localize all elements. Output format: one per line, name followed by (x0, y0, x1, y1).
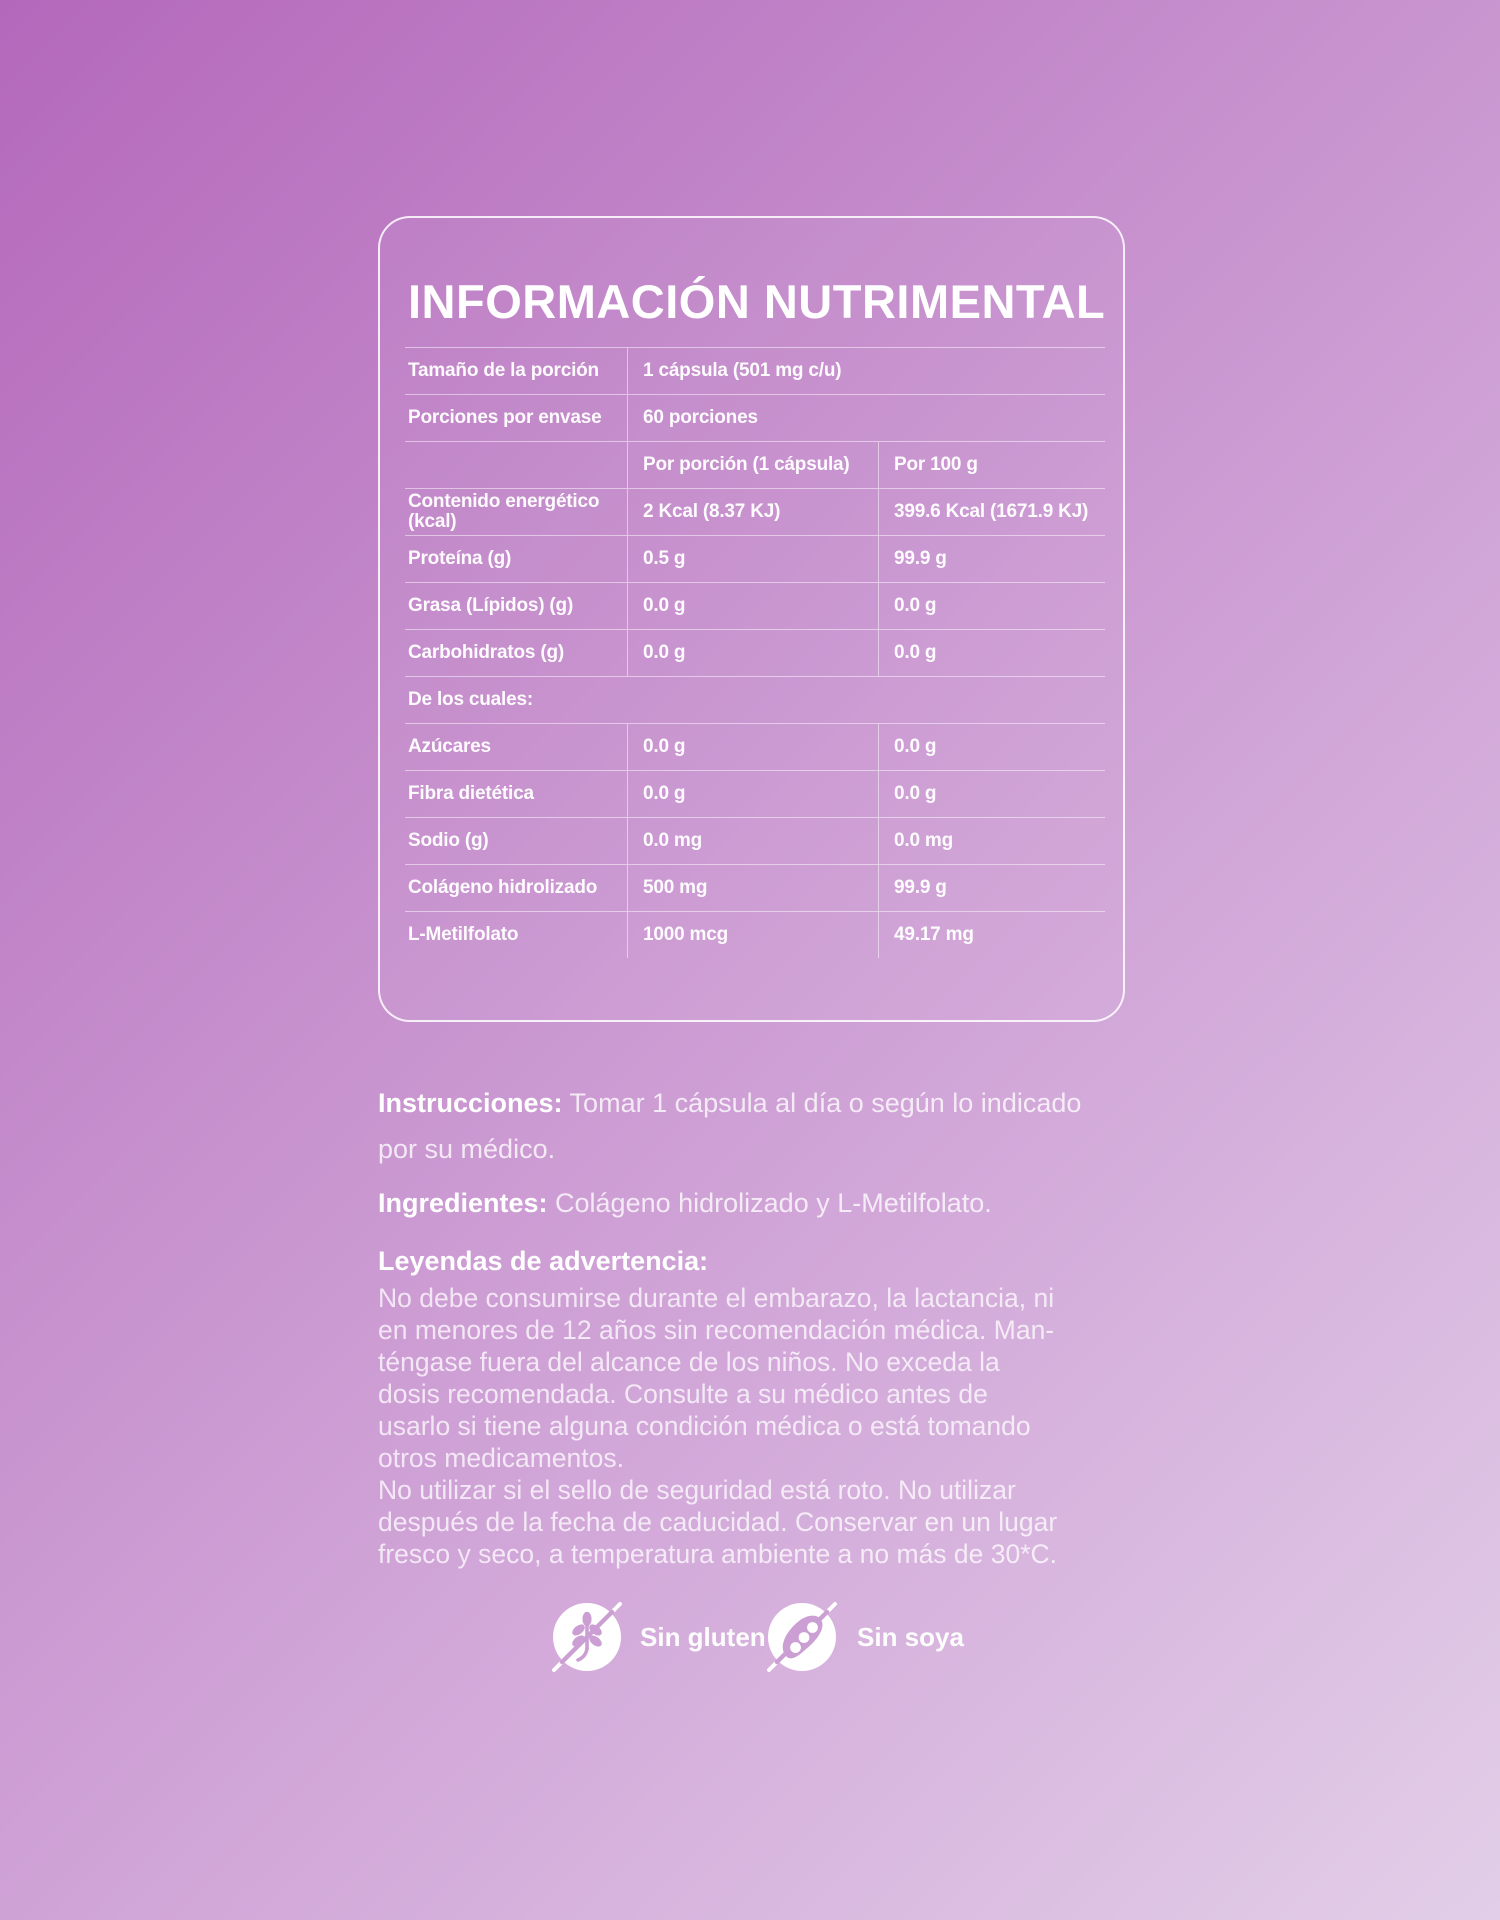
row-label: Porciones por envase (405, 395, 628, 441)
warnings-line: dosis recomendada. Consulte a su médico antes de (378, 1379, 988, 1409)
table-row-l-methylfolate (405, 911, 1105, 958)
row-value-per-100g: 0.0 mg (894, 830, 953, 851)
nutrition-facts-title: INFORMACIÓN NUTRIMENTAL (408, 275, 1106, 328)
row-value-per-serving: 0.0 g (628, 630, 879, 676)
warnings-line: No debe consumirse durante el embarazo, la lactancia, ni (378, 1283, 1055, 1313)
instructions-line-1 (378, 1080, 1081, 1126)
warnings-line: téngase fuera del alcance de los niños. No exceda la (378, 1347, 1000, 1377)
table-row-sodium (405, 817, 1105, 864)
row-label: Tamaño de la porción (405, 348, 628, 394)
warnings-line: No utilizar si el sello de seguridad está roto. No utilizar (378, 1475, 1016, 1505)
row-label: Grasa (Lípidos) (g) (405, 583, 628, 629)
row-value-per-100g: 99.9 g (894, 548, 947, 569)
warnings-line: otros medicamentos. (378, 1443, 624, 1473)
table-row-sugars (405, 723, 1105, 770)
row-label: Sodio (g) (405, 818, 628, 864)
row-value-per-serving: 0.5 g (628, 536, 879, 582)
instructions-section (378, 1080, 1081, 1172)
instructions-text: Tomar 1 cápsula al día o según lo indicado (562, 1088, 1082, 1118)
soy-free-label: Sin soya (857, 1622, 964, 1652)
column-header-per-serving: Por porción (1 cápsula) (628, 442, 879, 488)
row-value-per-100g: 99.9 g (894, 877, 947, 898)
warnings-title: Leyendas de advertencia: (378, 1246, 709, 1276)
row-value-per-serving: 0.0 g (628, 583, 879, 629)
table-row-hydrolyzed-collagen (405, 864, 1105, 911)
row-value: 60 porciones (643, 407, 758, 428)
row-label: Contenido energético (kcal) (405, 489, 628, 535)
gluten-free-label: Sin gluten (640, 1622, 766, 1652)
table-row-fat (405, 582, 1105, 629)
row-value-per-serving: 0.0 g (628, 724, 879, 770)
row-label: Carbohidratos (g) (405, 630, 628, 676)
row-value-per-serving: 2 Kcal (8.37 KJ) (628, 489, 879, 535)
table-row-carbohydrates (405, 629, 1105, 676)
ingredients-text: Colágeno hidrolizado y L-Metilfolato. (547, 1188, 992, 1218)
warnings-line: después de la fecha de caducidad. Conservar en un lugar (378, 1507, 1058, 1537)
table-row-dietary-fiber (405, 770, 1105, 817)
ingredients-section (378, 1183, 992, 1223)
warnings-line: en menores de 12 años sin recomendación médica. Man- (378, 1315, 1055, 1345)
row-value-per-100g: 0.0 g (894, 642, 937, 663)
row-label: Azúcares (405, 724, 628, 770)
row-value-per-serving: 0.0 g (628, 771, 879, 817)
no-soy-icon (764, 1599, 840, 1675)
warnings-line: usarlo si tiene alguna condición médica o está tomando (378, 1411, 1031, 1441)
row-value-per-100g: 49.17 mg (894, 924, 974, 945)
row-value-per-100g: 399.6 Kcal (1671.9 KJ) (894, 501, 1089, 522)
row-label: Colágeno hidrolizado (405, 865, 628, 911)
nutrition-table (405, 347, 1105, 958)
ingredients-label: Ingredientes: (378, 1188, 548, 1218)
row-value-per-100g: 0.0 g (894, 595, 937, 616)
table-row-serving-size (405, 347, 1105, 394)
column-header-per-100g: Por 100 g (894, 454, 978, 475)
row-value-per-serving: 500 mg (628, 865, 879, 911)
row-value-per-serving: 0.0 mg (628, 818, 879, 864)
row-value-per-serving: 1000 mcg (628, 912, 879, 958)
table-row-protein (405, 535, 1105, 582)
instructions-label: Instrucciones: (378, 1088, 563, 1118)
warnings-section (378, 1244, 1057, 1570)
instructions-line-2: por su médico. (378, 1134, 556, 1164)
table-row-of-which (405, 676, 1105, 723)
row-label: L-Metilfolato (405, 912, 628, 958)
nutrition-facts-card (378, 216, 1125, 1022)
table-row-column-headers (405, 441, 1105, 488)
row-value-per-100g: 0.0 g (894, 736, 937, 757)
warnings-line: fresco y seco, a temperatura ambiente a no más de 30*C. (378, 1539, 1058, 1569)
no-gluten-icon (549, 1599, 625, 1675)
row-value-per-100g: 0.0 g (894, 783, 937, 804)
row-label (405, 442, 628, 488)
row-value: 1 cápsula (501 mg c/u) (643, 360, 842, 381)
row-label: Fibra dietética (405, 771, 628, 817)
row-label: Proteína (g) (405, 536, 628, 582)
table-row-servings-per-container (405, 394, 1105, 441)
table-row-energy (405, 488, 1105, 535)
row-label: De los cuales: (408, 689, 533, 710)
